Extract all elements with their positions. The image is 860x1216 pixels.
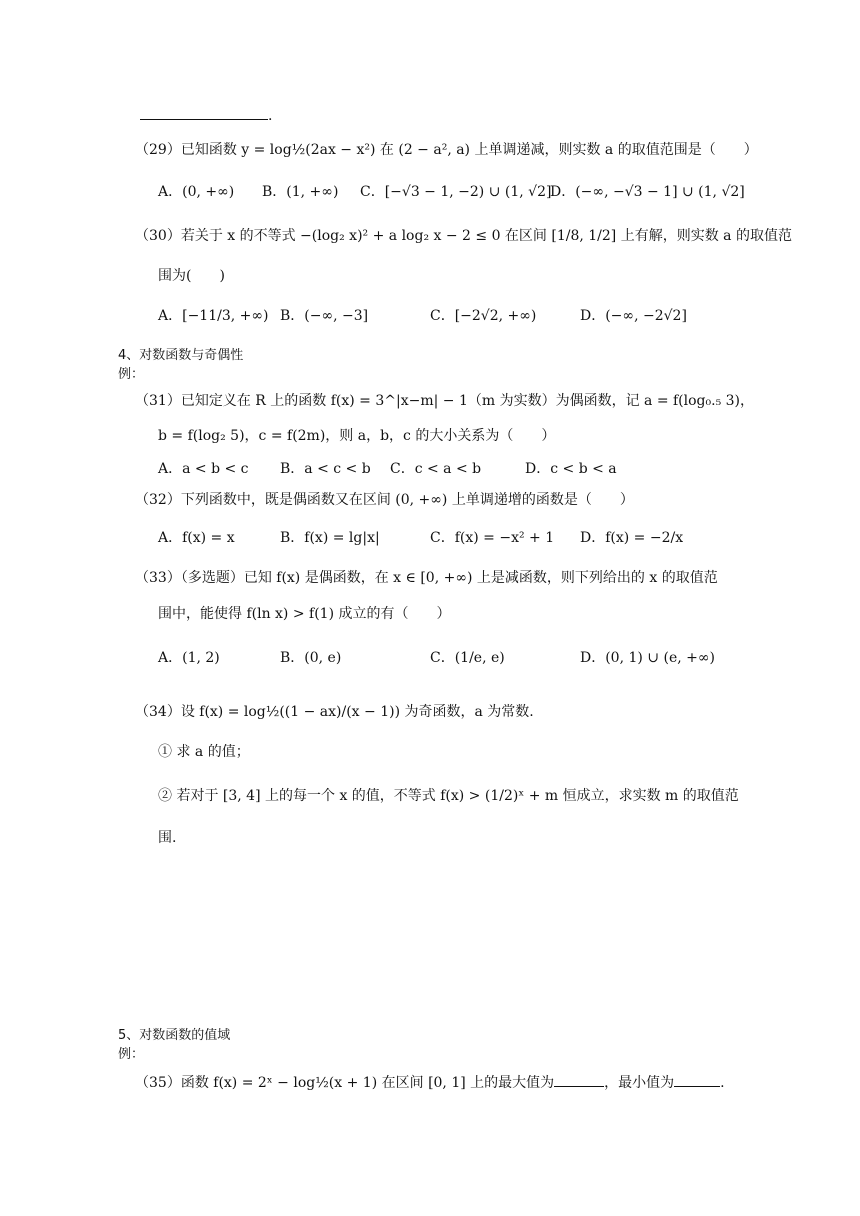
question-33-stem-cont: 围中，能使得 f(ln x) > f(1) 成立的有（ ）: [158, 606, 451, 622]
q33-option-c: C．(1/e, e): [430, 650, 505, 666]
section-4-title: 4、对数函数与奇偶性: [118, 348, 244, 363]
section-4-example-label: 例：: [118, 367, 145, 382]
q35-text-2: ，最小值为: [604, 1075, 675, 1091]
q32-option-b: B．f(x) = lg|x|: [280, 530, 380, 546]
q30-option-a: A．[−11/3, +∞): [158, 308, 269, 324]
fill-blank: [140, 105, 268, 120]
question-34-part-2-cont: 围.: [158, 830, 177, 846]
q32-option-d: D．f(x) = −2/x: [580, 530, 684, 546]
question-29-stem: （29）已知函数 y = log½(2ax − x²) 在 (2 − a², a) 上单调递减，则实数 a 的取值范围是（ ）: [135, 142, 758, 158]
question-35-stem: [135, 1072, 725, 1093]
section-5-example-label: 例：: [118, 1047, 145, 1062]
q31-option-a: A．a < b < c: [158, 461, 249, 477]
q33-option-a: A．(1, 2): [158, 650, 220, 666]
q30-option-b: B．(−∞, −3]: [280, 308, 369, 324]
q35-text-1: （35）函数 f(x) = 2ˣ − log½(x + 1) 在区间 [0, 1] 上的最大值为: [135, 1075, 555, 1091]
q32-option-c: C．f(x) = −x² + 1: [430, 530, 555, 546]
question-34-part-1: ① 求 a 的值；: [158, 744, 250, 760]
q31-option-c: C．c < a < b: [390, 461, 482, 477]
q33-option-b: B．(0, e): [280, 650, 342, 666]
q32-option-a: A．f(x) = x: [158, 530, 235, 546]
answer-blank-line: [140, 105, 272, 126]
question-30-stem: （30）若关于 x 的不等式 −(log₂ x)² + a log₂ x − 2 ≤ 0 在区间 [1/8, 1/2] 上有解，则实数 a 的取值范: [135, 228, 792, 244]
question-34-part-2: ② 若对于 [3, 4] 上的每一个 x 的值，不等式 f(x) > (1/2)ˣ + m 恒成立，求实数 m 的取值范: [158, 788, 739, 804]
q31-option-d: D．c < b < a: [525, 461, 617, 477]
q33-option-d: D．(0, 1) ∪ (e, +∞): [580, 650, 715, 666]
q35-text-3: .: [720, 1075, 725, 1091]
q29-option-d: D．(−∞, −√3 − 1] ∪ (1, √2]: [550, 184, 745, 200]
q29-option-a: A．(0, +∞): [158, 184, 235, 200]
q31-option-b: B．a < c < b: [280, 461, 371, 477]
question-30-stem-cont: 围为( ): [158, 268, 225, 284]
question-31-stem-cont: b = f(log₂ 5)，c = f(2m)，则 a，b，c 的大小关系为（ ）: [158, 428, 556, 444]
q30-option-d: D．(−∞, −2√2]: [580, 308, 687, 324]
question-33-stem: （33）（多选题）已知 f(x) 是偶函数，在 x ∈ [0, +∞) 上是减函数，则下列给出的 x 的取值范: [135, 570, 718, 586]
question-31-stem: （31）已知定义在 R 上的函数 f(x) = 3^|x−m| − 1（m 为实数）为偶函数，记 a = f(log₀.₅ 3)，: [135, 393, 755, 409]
blank-tail: .: [268, 108, 273, 124]
question-34-stem: （34）设 f(x) = log½((1 − ax)/(x − 1)) 为奇函数，a 为常数.: [135, 704, 534, 720]
q29-option-b: B．(1, +∞): [262, 184, 339, 200]
section-5-title: 5、对数函数的值域: [118, 1028, 231, 1043]
q29-option-c: C．[−√3 − 1, −2) ∪ (1, √2]: [360, 184, 552, 200]
q30-option-c: C．[−2√2, +∞): [430, 308, 537, 324]
q35-max-blank: [554, 1072, 604, 1087]
q35-min-blank: [674, 1072, 720, 1087]
question-32-stem: （32）下列函数中，既是偶函数又在区间 (0, +∞) 上单调递增的函数是（ ）: [135, 492, 634, 508]
